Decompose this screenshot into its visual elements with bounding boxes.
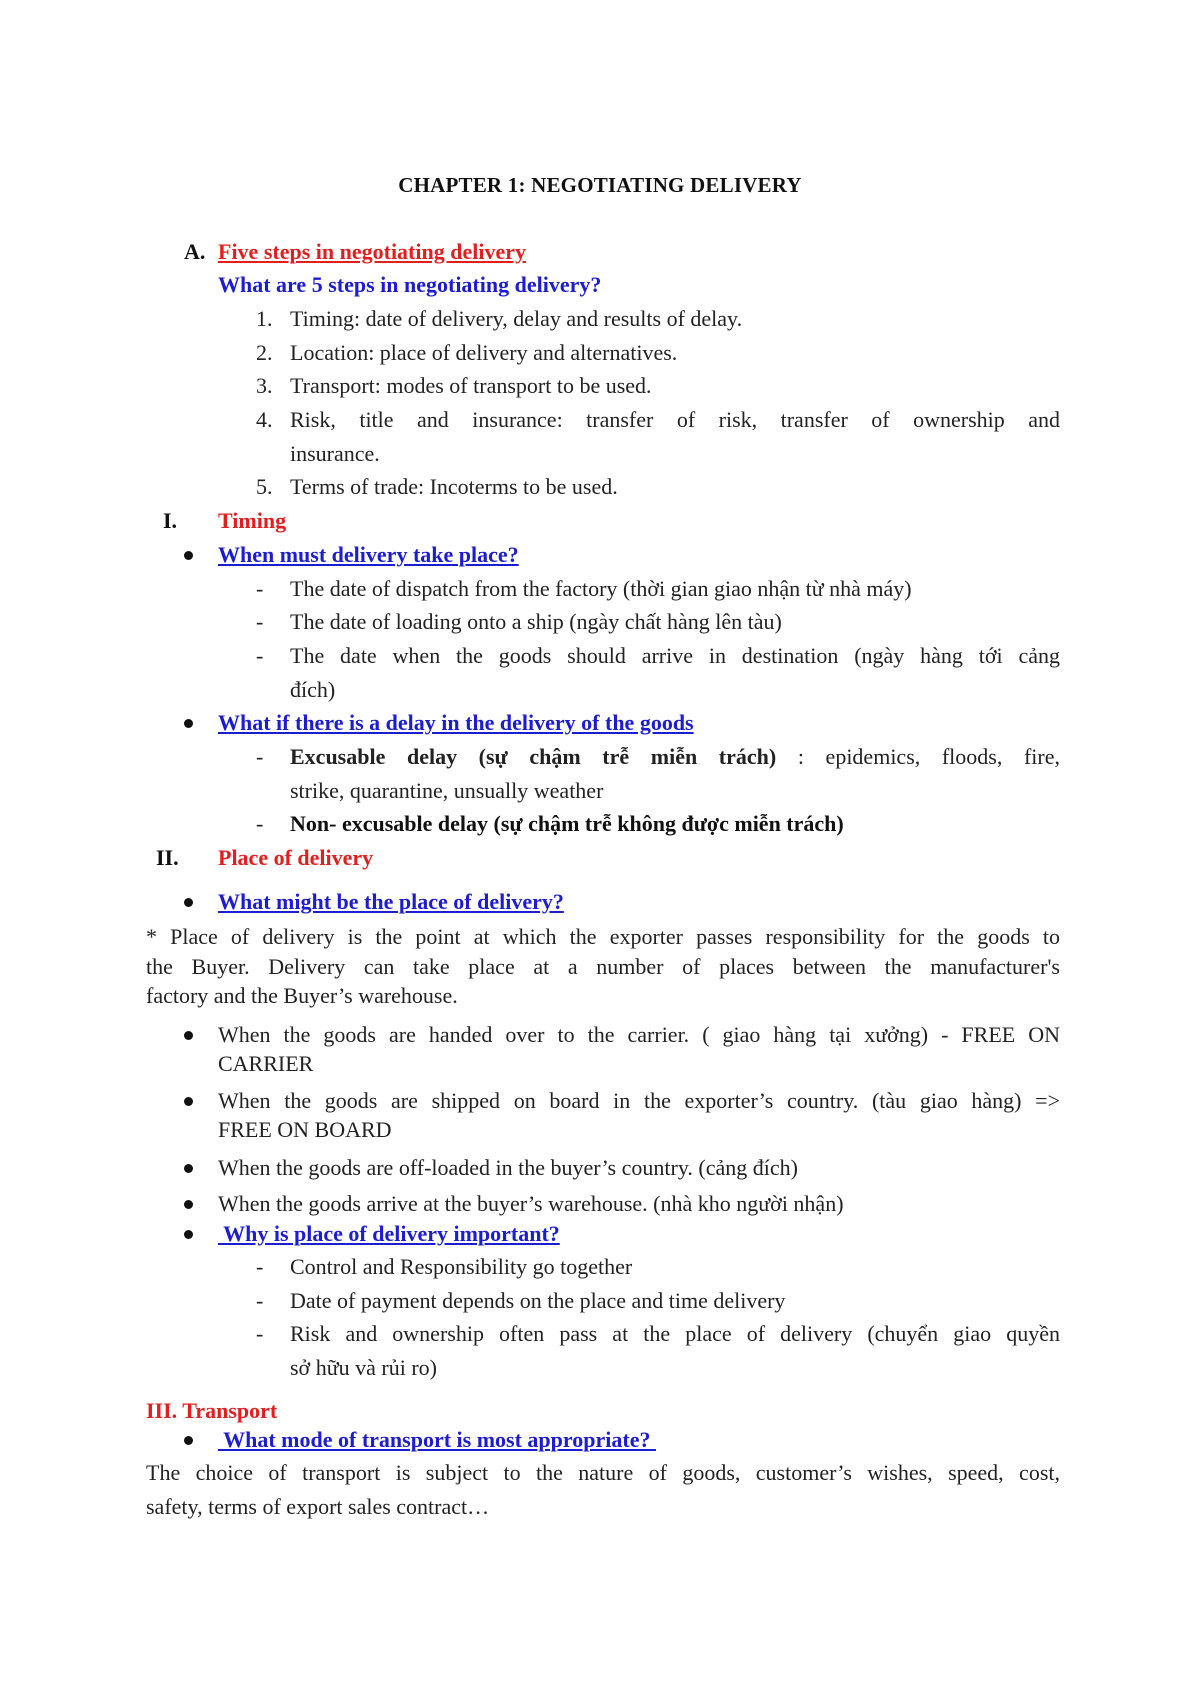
bullet-icon <box>184 1097 193 1106</box>
paragraph-line: The choice of transport is subject to the nature of goods, customer’s wishes, speed, cost, <box>146 1460 1060 1485</box>
dash-icon: - <box>256 576 264 601</box>
paragraph-line: the Buyer. Delivery can take place at a number of places between the manufacturer's <box>146 954 1060 979</box>
question-delay: What if there is a delay in the delivery of the goods <box>218 710 694 735</box>
list-item: Date of payment depends on the place and time delivery <box>290 1288 786 1313</box>
step-number: 5. <box>256 474 273 499</box>
excusable-delay <box>290 742 1060 772</box>
section-iii-heading: III. Transport <box>146 1398 278 1423</box>
bullet-icon <box>184 1436 193 1445</box>
dash-icon: - <box>256 1254 264 1279</box>
page-title: CHAPTER 1: NEGOTIATING DELIVERY <box>398 173 802 197</box>
step-number: 4. <box>256 407 273 432</box>
dash-icon: - <box>256 1321 264 1346</box>
excusable-delay-label: Excusable delay (sự chậm trễ miễn trách) <box>290 744 777 769</box>
list-item: The date when the goods should arrive in destination (ngày hàng tới cảng <box>290 643 1060 668</box>
list-item: The date of loading onto a ship (ngày chất hàng lên tàu) <box>290 609 782 634</box>
dash-icon: - <box>256 1288 264 1313</box>
list-item: The date of dispatch from the factory (thời gian giao nhận từ nhà máy) <box>290 576 912 601</box>
place-point-continued: FREE ON BOARD <box>218 1117 392 1142</box>
excusable-delay-continued: strike, quarantine, unsually weather <box>290 778 604 803</box>
place-point: When the goods are off-loaded in the buyer’s country. (cảng đích) <box>218 1155 798 1180</box>
bullet-icon <box>184 719 193 728</box>
step-number: 2. <box>256 340 273 365</box>
section-i-marker: I. <box>163 508 178 533</box>
place-point: When the goods are handed over to the carrier. ( giao hàng tại xưởng) - FREE ON <box>218 1022 1060 1047</box>
question-transport-mode: What mode of transport is most appropriate? <box>218 1427 656 1452</box>
bullet-icon <box>184 1230 193 1239</box>
step-text: Timing: date of delivery, delay and results of delay. <box>290 306 743 331</box>
question-why-place-important: Why is place of delivery important? <box>218 1221 560 1246</box>
place-point: When the goods arrive at the buyer’s warehouse. (nhà kho người nhận) <box>218 1191 844 1216</box>
excusable-delay-examples: : epidemics, floods, fire, <box>776 744 1060 769</box>
dash-icon: - <box>256 744 264 769</box>
bullet-icon <box>184 1200 193 1209</box>
step-text-continued: insurance. <box>290 441 380 466</box>
paragraph-line: * Place of delivery is the point at which the exporter passes responsibility for the goods to <box>146 924 1060 949</box>
list-item-continued: sở hữu và rủi ro) <box>290 1355 437 1380</box>
paragraph-line: safety, terms of export sales contract… <box>146 1494 490 1519</box>
question-when-delivery: When must delivery take place? <box>218 542 519 567</box>
place-point-continued: CARRIER <box>218 1051 314 1076</box>
section-a-heading: Five steps in negotiating delivery <box>218 239 526 264</box>
question-place-of-delivery: What might be the place of delivery? <box>218 889 564 914</box>
dash-icon: - <box>256 811 264 836</box>
list-item: Control and Responsibility go together <box>290 1254 633 1279</box>
section-ii-marker: II. <box>156 845 179 870</box>
place-point: When the goods are shipped on board in the exporter’s country. (tàu giao hàng) => <box>218 1088 1060 1113</box>
bullet-icon <box>184 1164 193 1173</box>
bullet-icon <box>184 551 193 560</box>
step-text: Location: place of delivery and alternatives. <box>290 340 678 365</box>
section-a-question: What are 5 steps in negotiating delivery? <box>218 272 602 297</box>
dash-icon: - <box>256 643 264 668</box>
step-text: Transport: modes of transport to be used. <box>290 373 652 398</box>
bullet-icon <box>184 898 193 907</box>
dash-icon: - <box>256 609 264 634</box>
step-text: Risk, title and insurance: transfer of risk, transfer of ownership and <box>290 407 1060 432</box>
non-excusable-delay: Non- excusable delay (sự chậm trễ không được miễn trách) <box>290 811 844 836</box>
step-text: Terms of trade: Incoterms to be used. <box>290 474 618 499</box>
list-item: Risk and ownership often pass at the place of delivery (chuyển giao quyền <box>290 1321 1060 1346</box>
paragraph-line: factory and the Buyer’s warehouse. <box>146 983 458 1008</box>
section-ii-heading: Place of delivery <box>218 845 374 870</box>
step-number: 3. <box>256 373 273 398</box>
list-item-continued: đích) <box>290 677 336 702</box>
step-number: 1. <box>256 306 273 331</box>
bullet-icon <box>184 1031 193 1040</box>
section-i-heading: Timing <box>218 508 287 533</box>
section-a-marker: A. <box>184 239 206 264</box>
